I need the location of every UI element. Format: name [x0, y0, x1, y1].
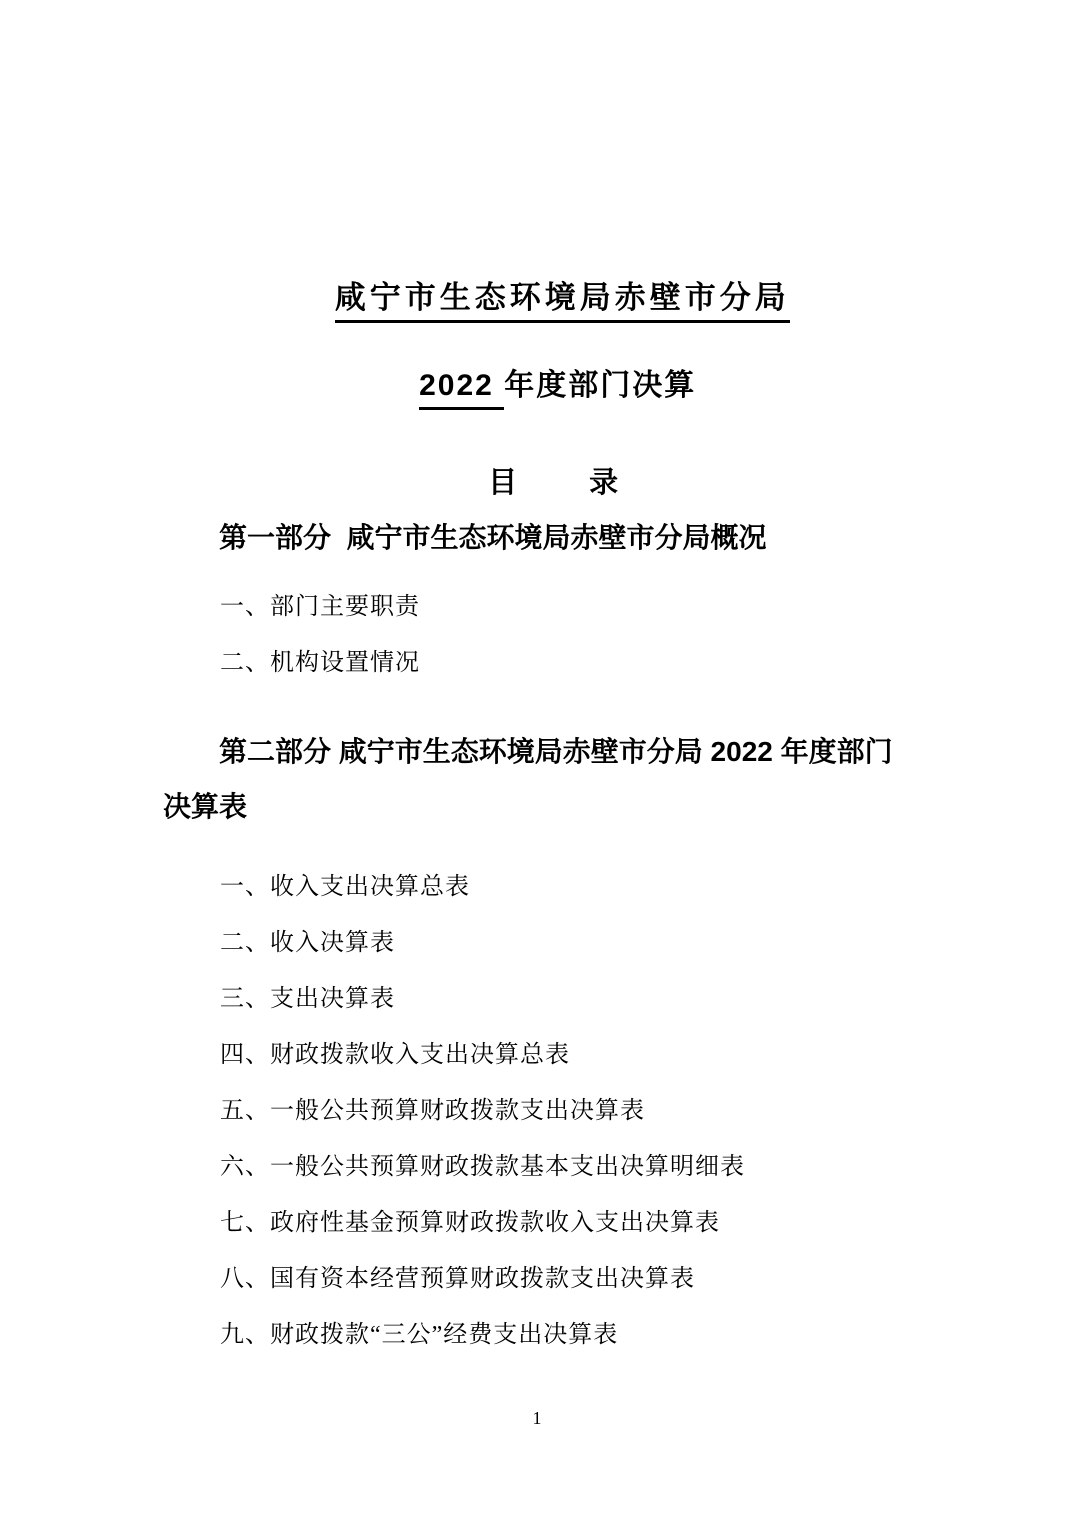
subtitle-year: 2022: [419, 369, 504, 410]
toc-item-part1-1: 一、部门主要职责: [220, 594, 420, 620]
toc-title-left-char: 目: [488, 467, 518, 499]
toc-title-right-char: 录: [589, 467, 619, 499]
subtitle-text: 年度部门决算: [504, 369, 697, 402]
toc-item-part2-3: 三、支出决算表: [220, 986, 395, 1012]
page-subtitle: [0, 326, 1074, 446]
toc-item-part2-9: 九、财政拨款“三公”经费支出决算表: [220, 1322, 619, 1348]
toc-item-part2-4: 四、财政拨款收入支出决算总表: [220, 1042, 570, 1068]
part2-heading-line2: 决算表: [163, 791, 248, 822]
toc-item-part2-7: 七、政府性基金预算财政拨款收入支出决算表: [220, 1210, 720, 1236]
page-number: 1: [532, 1408, 542, 1428]
toc-item-part1-2: 二、机构设置情况: [220, 650, 420, 676]
toc-item-part2-5: 五、一般公共预算财政拨款支出决算表: [220, 1098, 645, 1124]
page-title-text: 咸宁市生态环境局赤壁市分局: [335, 280, 790, 323]
toc-item-part2-2: 二、收入决算表: [220, 930, 395, 956]
toc-item-part2-6: 六、一般公共预算财政拨款基本支出决算明细表: [220, 1154, 745, 1180]
part1-heading: 第一部分 咸宁市生态环境局赤壁市分局概况: [219, 522, 767, 553]
toc-item-part2-1: 一、收入支出决算总表: [220, 874, 470, 900]
part2-heading-line1: 第二部分 咸宁市生态环境局赤壁市分局 2022 年度部门: [219, 736, 893, 767]
toc-item-part2-8: 八、国有资本经营预算财政拨款支出决算表: [220, 1266, 695, 1292]
